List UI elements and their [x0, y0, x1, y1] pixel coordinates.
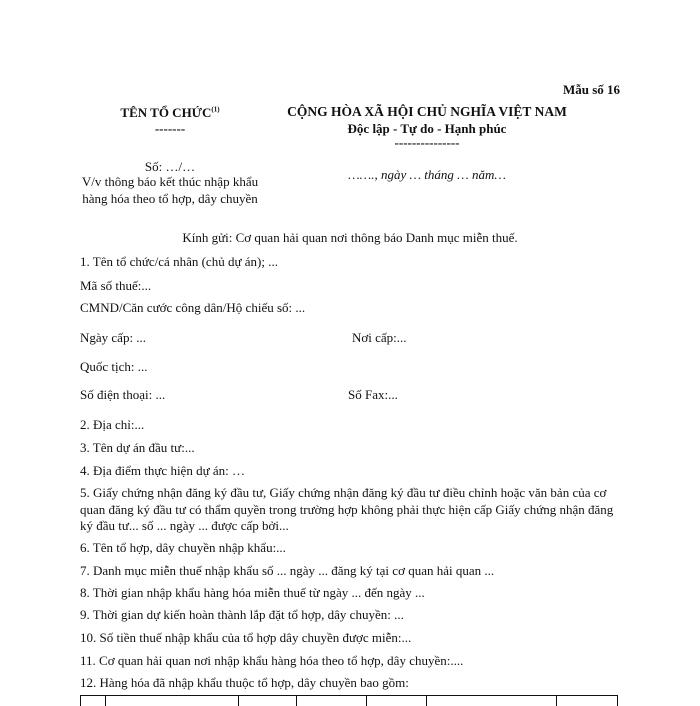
field-customs-office: 11. Cơ quan hải quan nơi nhập khẩu hàng hóa theo tổ hợp, dây chuyền:....	[80, 653, 464, 668]
field-phone: Số điện thoại: ...	[80, 387, 166, 402]
field-nationality: Quốc tịch: ...	[80, 359, 148, 374]
field-project-location: 4. Địa điểm thực hiện dự án: …	[80, 463, 246, 478]
field-line-name: 6. Tên tổ hợp, dây chuyền nhập khẩu:...	[80, 540, 286, 555]
field-issue-place: Nơi cấp:...	[352, 330, 407, 345]
field-tax-exemption-list: 7. Danh mục miễn thuế nhập khẩu số ... ngày ... đăng ký tại cơ quan hải quan ...	[80, 563, 495, 578]
field-address: 2. Địa chỉ:...	[80, 417, 145, 432]
document-number: Số: …/…	[144, 159, 196, 174]
goods-table	[80, 695, 618, 706]
field-issue-date: Ngày cấp: ...	[80, 330, 147, 345]
table-column-divider	[238, 696, 239, 706]
organization-name-text: TÊN TỔ CHỨC	[120, 105, 212, 120]
field-organization: 1. Tên tổ chức/cá nhân (chủ dự án); ...	[80, 254, 278, 269]
document-subject: V/v thông báo kết thúc nhập khẩu hàng hóa theo tổ hợp, dây chuyền	[81, 174, 259, 206]
motto-divider: ---------------	[394, 135, 460, 150]
table-column-divider	[366, 696, 367, 706]
field-imported-goods: 12. Hàng hóa đã nhập khẩu thuộc tổ hợp, dây chuyền bao gồm:	[80, 675, 409, 690]
table-column-divider	[105, 696, 106, 706]
salutation: Kính gửi: Cơ quan hải quan nơi thông báo Danh mục miễn thuế.	[182, 230, 518, 245]
table-column-divider	[556, 696, 557, 706]
field-completion-time: 9. Thời gian dự kiến hoàn thành lắp đặt tổ hợp, dây chuyền: ...	[80, 607, 404, 622]
field-project-name: 3. Tên dự án đầu tư:...	[80, 440, 195, 455]
organization-name	[100, 105, 240, 121]
field-import-period: 8. Thời gian nhập khẩu hàng hóa miễn thuế từ ngày ... đến ngày ...	[80, 585, 425, 600]
field-fax: Số Fax:...	[348, 387, 398, 402]
organization-footnote: (1)	[211, 105, 220, 114]
organization-divider: -------	[154, 121, 186, 136]
field-exempted-amount: 10. Số tiền thuế nhập khẩu của tổ hợp dây chuyền được miễn:...	[80, 630, 412, 645]
form-number: Mẫu số 16	[562, 82, 620, 97]
national-title: CỘNG HÒA XÃ HỘI CHỦ NGHĨA VIỆT NAM	[287, 104, 567, 119]
table-column-divider	[426, 696, 427, 706]
national-motto: Độc lập - Tự do - Hạnh phúc	[347, 121, 507, 136]
table-column-divider	[296, 696, 297, 706]
place-date: ……., ngày … tháng … năm…	[348, 167, 506, 182]
field-investment-certificate: 5. Giấy chứng nhận đăng ký đầu tư, Giấy chứng nhận đăng ký đầu tư điều chỉnh hoặc văn bản của cơ quan đăng ký đầu tư có thẩm quyền trong trường hợp không phải thực hiện cấp Giấy chứng nhận đăng ký đầu tư... số ... ngày ... được cấp bởi...	[80, 485, 614, 533]
field-tax-code: Mã số thuế:...	[80, 278, 152, 293]
field-id-card: CMND/Căn cước công dân/Hộ chiếu số: ...	[80, 300, 306, 315]
